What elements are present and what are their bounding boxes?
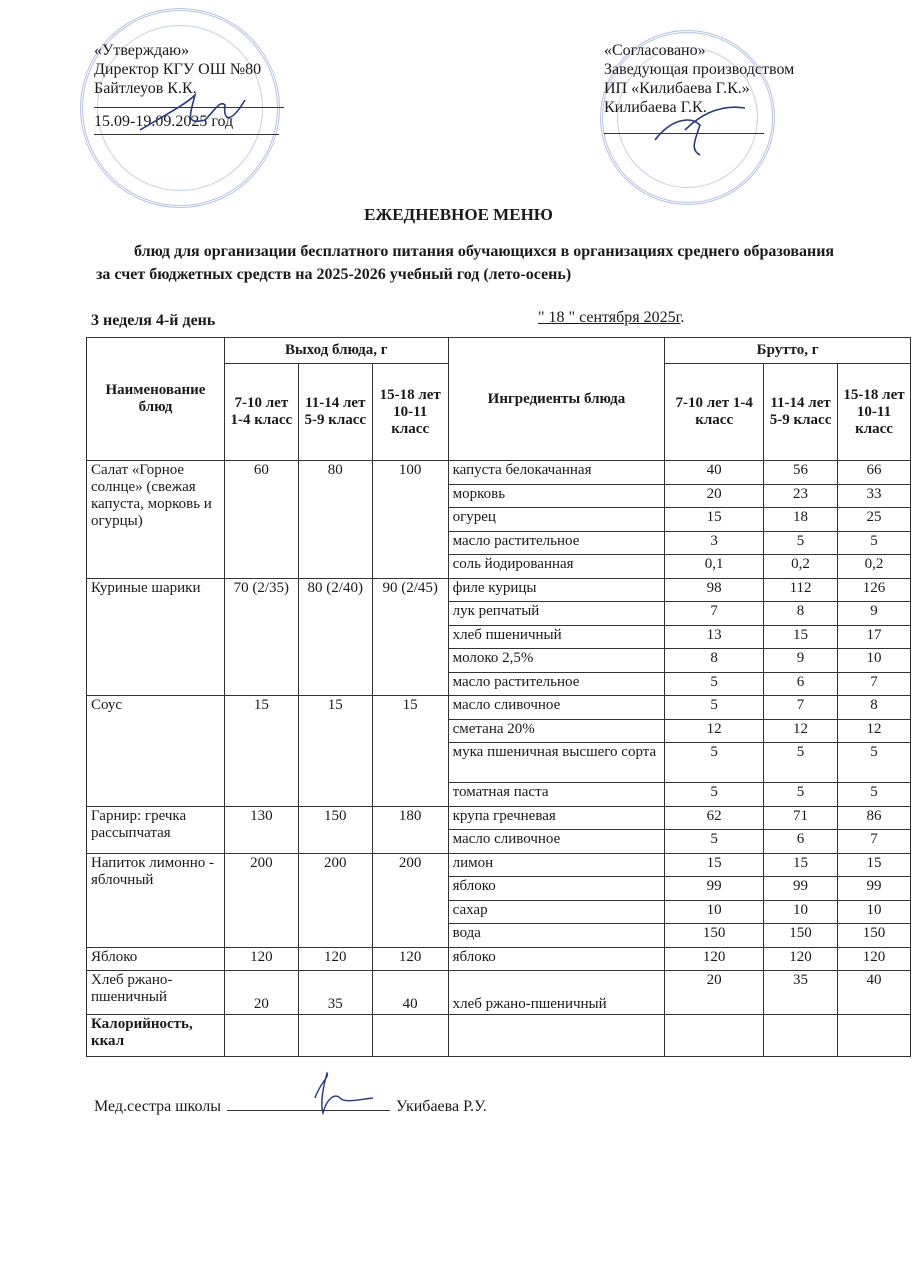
ingredient-name: сметана 20% (448, 719, 665, 743)
dish-yield: 100 (372, 461, 448, 579)
ingredient-name: вода (448, 924, 665, 948)
header-yield-15-18: 15-18 лет 10-11 класс (372, 364, 448, 461)
ingredient-gross: 13 (665, 625, 764, 649)
ingredient-gross: 18 (764, 508, 838, 532)
dish-yield: 15 (224, 696, 298, 807)
header-yield-11-14: 11-14 лет 5-9 класс (298, 364, 372, 461)
ingredient-name: масло сливочное (448, 830, 665, 854)
ingredient-gross: 15 (764, 625, 838, 649)
nurse-signature-icon (305, 1068, 375, 1118)
ingredient-gross: 5 (665, 672, 764, 696)
dish-yield: 80 (298, 461, 372, 579)
nurse-role: Мед.сестра школы (94, 1098, 222, 1115)
table-row (87, 461, 911, 485)
ingredient-gross: 120 (764, 947, 838, 971)
ingredient-gross: 5 (838, 743, 911, 783)
header-dish-name: Наименование блюд (87, 338, 225, 461)
dish-name: Куриные шарики (87, 578, 225, 696)
table-row (87, 696, 911, 720)
calories-label: Калорийность, ккал (87, 1015, 225, 1057)
nurse-name: Укибаева Р.У. (396, 1098, 487, 1115)
ingredient-gross: 10 (665, 900, 764, 924)
ingredient-name: молоко 2,5% (448, 649, 665, 673)
ingredient-gross: 0,2 (838, 555, 911, 579)
ingredient-gross: 8 (764, 602, 838, 626)
table-row (87, 947, 911, 971)
ingredient-gross: 5 (764, 783, 838, 807)
ingredient-gross: 33 (838, 484, 911, 508)
ingredient-gross: 40 (838, 971, 911, 1015)
ingredient-gross: 99 (764, 877, 838, 901)
ingredient-name: лимон (448, 853, 665, 877)
ingredient-name: хлеб ржано-пшеничный (448, 971, 665, 1015)
ingredient-gross: 15 (665, 853, 764, 877)
agreement-heading: «Согласовано» (604, 42, 706, 59)
ingredient-gross: 99 (665, 877, 764, 901)
ingredient-gross: 17 (838, 625, 911, 649)
ingredient-gross: 15 (665, 508, 764, 532)
ingredient-gross: 15 (838, 853, 911, 877)
agreement-name: Килибаева Г.К. (604, 99, 707, 116)
ingredient-gross: 86 (838, 806, 911, 830)
table-row (87, 806, 911, 830)
nurse-signature-block (94, 1097, 487, 1116)
dish-name: Напиток лимонно - яблочный (87, 853, 225, 947)
dish-yield: 200 (372, 853, 448, 947)
dish-yield: 40 (372, 971, 448, 1015)
approval-period: 15.09-19.09.2025 год (94, 113, 234, 130)
ingredient-gross: 5 (665, 830, 764, 854)
ingredient-gross: 120 (838, 947, 911, 971)
ingredient-name: хлеб пшеничный (448, 625, 665, 649)
calories-row (87, 1015, 911, 1057)
header-yield-7-10: 7-10 лет 1-4 класс (224, 364, 298, 461)
ingredient-gross: 10 (764, 900, 838, 924)
ingredient-gross: 112 (764, 578, 838, 602)
ingredient-gross: 35 (764, 971, 838, 1015)
ingredient-name: соль йодированная (448, 555, 665, 579)
ingredient-gross: 120 (665, 947, 764, 971)
ingredient-gross: 10 (838, 649, 911, 673)
ingredient-gross: 7 (838, 830, 911, 854)
ingredient-gross: 5 (838, 783, 911, 807)
week-day: 3 неделя 4-й день (91, 312, 216, 329)
calories-yield-11-14 (298, 1015, 372, 1057)
menu-date-value: " 18 " сентября 2025г (538, 309, 681, 326)
ingredient-gross: 9 (838, 602, 911, 626)
ingredient-gross: 99 (838, 877, 911, 901)
ingredient-name: масло сливочное (448, 696, 665, 720)
ingredient-gross: 6 (764, 672, 838, 696)
ingredient-gross: 3 (665, 531, 764, 555)
approval-heading: «Утверждаю» (94, 42, 190, 59)
ingredient-name: крупа гречневая (448, 806, 665, 830)
dish-yield: 15 (372, 696, 448, 807)
agreement-organization: ИП «Килибаева Г.К.» (604, 80, 750, 97)
dish-yield: 150 (298, 806, 372, 853)
dish-name: Хлеб ржано-пшеничный (87, 971, 225, 1015)
ingredient-gross: 12 (764, 719, 838, 743)
ingredient-name: сахар (448, 900, 665, 924)
dish-yield: 60 (224, 461, 298, 579)
ingredient-gross: 98 (665, 578, 764, 602)
ingredient-name: капуста белокачанная (448, 461, 665, 485)
ingredient-gross: 0,1 (665, 555, 764, 579)
ingredient-gross: 5 (764, 531, 838, 555)
ingredient-gross: 6 (764, 830, 838, 854)
dish-yield: 200 (298, 853, 372, 947)
ingredient-gross: 15 (764, 853, 838, 877)
ingredient-gross: 66 (838, 461, 911, 485)
ingredient-name: яблоко (448, 947, 665, 971)
ingredient-gross: 5 (838, 531, 911, 555)
ingredient-gross: 20 (665, 484, 764, 508)
calories-gross-11-14 (764, 1015, 838, 1057)
dish-name: Салат «Горное солнце» (свежая капуста, морковь и огурцы) (87, 461, 225, 579)
ingredient-name: яблоко (448, 877, 665, 901)
ingredient-gross: 8 (838, 696, 911, 720)
ingredient-name: масло растительное (448, 672, 665, 696)
ingredient-name: филе курицы (448, 578, 665, 602)
dish-yield: 200 (224, 853, 298, 947)
calories-yield-7-10 (224, 1015, 298, 1057)
dish-name: Соус (87, 696, 225, 807)
ingredient-gross: 62 (665, 806, 764, 830)
ingredient-gross: 126 (838, 578, 911, 602)
ingredient-gross: 56 (764, 461, 838, 485)
ingredient-gross: 5 (665, 743, 764, 783)
dish-yield: 70 (2/35) (224, 578, 298, 696)
dish-yield: 120 (298, 947, 372, 971)
dish-yield: 20 (224, 971, 298, 1015)
producer-signature-icon (645, 100, 755, 160)
header-yield-group: Выход блюда, г (224, 338, 448, 364)
dish-yield: 35 (298, 971, 372, 1015)
table-row (87, 971, 911, 1015)
dish-yield: 180 (372, 806, 448, 853)
ingredient-gross: 40 (665, 461, 764, 485)
dish-yield: 80 (2/40) (298, 578, 372, 696)
dish-yield: 90 (2/45) (372, 578, 448, 696)
header-gross-15-18: 15-18 лет 10-11 класс (838, 364, 911, 461)
header-gross-group: Брутто, г (665, 338, 911, 364)
header-gross-11-14: 11-14 лет 5-9 класс (764, 364, 838, 461)
ingredient-gross: 150 (665, 924, 764, 948)
approval-position: Директор КГУ ОШ №80 (94, 61, 262, 78)
ingredient-name: мука пшеничная высшего сорта (448, 743, 665, 783)
ingredient-gross: 7 (665, 602, 764, 626)
ingredient-gross: 5 (665, 696, 764, 720)
dish-yield: 15 (298, 696, 372, 807)
ingredient-gross: 5 (764, 743, 838, 783)
approval-name: Байтлеуов К.К. (94, 80, 197, 97)
ingredient-gross: 5 (665, 783, 764, 807)
document-subtitle: блюд для организации бесплатного питания обучающихся в организациях среднего образования за счет бюджетных средств на 2025-2026 учебный год (лето-осень) (96, 243, 835, 283)
table-row (87, 578, 911, 602)
ingredient-gross: 12 (838, 719, 911, 743)
document-title: ЕЖЕДНЕВНОЕ МЕНЮ (364, 205, 553, 224)
ingredient-name: огурец (448, 508, 665, 532)
ingredient-name: лук репчатый (448, 602, 665, 626)
ingredient-gross: 150 (764, 924, 838, 948)
dish-name: Гарнир: гречка рассыпчатая (87, 806, 225, 853)
ingredient-gross: 23 (764, 484, 838, 508)
dish-yield: 120 (372, 947, 448, 971)
ingredient-gross: 25 (838, 508, 911, 532)
ingredient-gross: 9 (764, 649, 838, 673)
ingredient-name: морковь (448, 484, 665, 508)
ingredient-name: масло растительное (448, 531, 665, 555)
ingredient-gross: 0,2 (764, 555, 838, 579)
calories-gross-7-10 (665, 1015, 764, 1057)
ingredient-name: томатная паста (448, 783, 665, 807)
ingredient-gross: 8 (665, 649, 764, 673)
ingredient-gross: 20 (665, 971, 764, 1015)
calories-yield-15-18 (372, 1015, 448, 1057)
table-row (87, 853, 911, 877)
ingredient-gross: 12 (665, 719, 764, 743)
calories-gross-15-18 (838, 1015, 911, 1057)
ingredient-gross: 7 (764, 696, 838, 720)
dish-yield: 130 (224, 806, 298, 853)
menu-table (86, 337, 911, 1057)
ingredient-gross: 71 (764, 806, 838, 830)
director-signature-icon (135, 85, 255, 140)
menu-date: " 18 " сентября 2025г. (538, 309, 685, 326)
ingredient-gross: 150 (838, 924, 911, 948)
agreement-position: Заведующая производством (604, 61, 795, 78)
dish-name: Яблоко (87, 947, 225, 971)
ingredient-gross: 10 (838, 900, 911, 924)
header-gross-7-10: 7-10 лет 1-4 класс (665, 364, 764, 461)
ingredient-gross: 7 (838, 672, 911, 696)
calories-ingredients (448, 1015, 665, 1057)
dish-yield: 120 (224, 947, 298, 971)
header-ingredients: Ингредиенты блюда (448, 338, 665, 461)
